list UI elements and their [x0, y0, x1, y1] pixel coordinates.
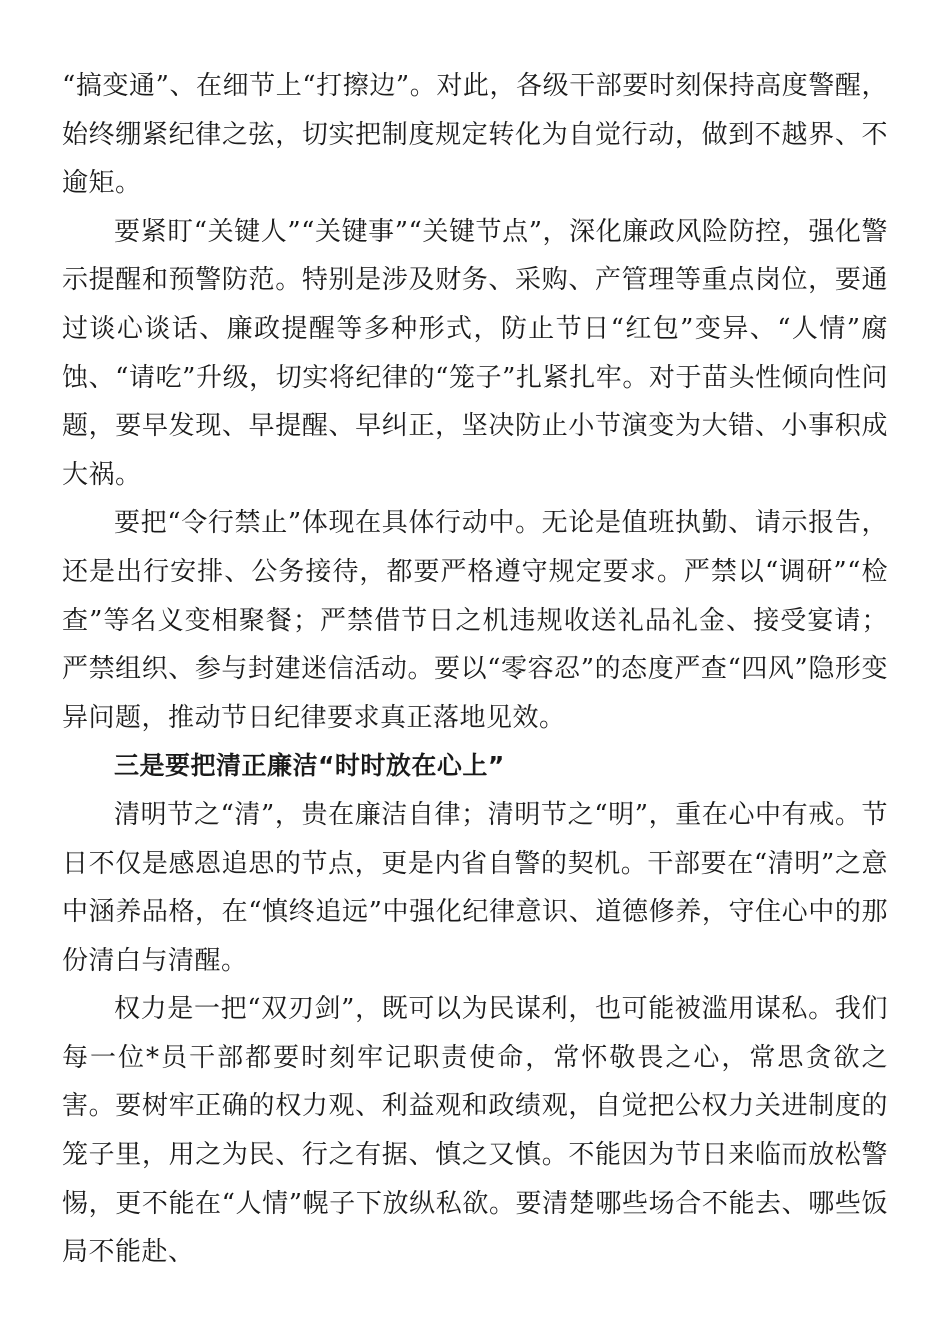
- body-paragraph: 权力是一把“双刃剑”，既可以为民谋利，也可能被滥用谋私。我们每一位*员干部都要时刻牢记职责使命，常怀敬畏之心，常思贪欲之害。要树牢正确的权力观、利益观和政绩观，自觉把公权力关进制度的笼子里，用之为民、行之有据、慎之又慎。不能因为节日来临而放松警惕，更不能在“人情”幌子下放纵私欲。要清楚哪些场合不能去、哪些饭局不能赴、: [62, 994, 888, 1268]
- document-page: [62, 62, 888, 1277]
- body-paragraph: 要把“令行禁止”体现在具体行动中。无论是值班执勤、请示报告，还是出行安排、公务接待，都要严格遵守规定要求。严禁以“调研”“检查”等名义变相聚餐；严禁借节日之机违规收送礼品礼金、接受宴请；严禁组织、参与封建迷信活动。要以“零容忍”的态度严查“四风”隐形变异问题，推动节日纪律要求真正落地见效。: [62, 508, 888, 733]
- body-paragraph: “搞变通”、在细节上“打擦边”。对此，各级干部要时刻保持高度警醒，始终绷紧纪律之弦，切实把制度规定转化为自觉行动，做到不越界、不逾矩。: [62, 71, 888, 199]
- section-heading: 三是要把清正廉洁“时时放在心上”: [114, 751, 505, 781]
- body-paragraph: 清明节之“清”，贵在廉洁自律；清明节之“明”，重在心中有戒。节日不仅是感恩追思的节点，更是内省自警的契机。干部要在“清明”之意中涵养品格，在“慎终追远”中强化纪律意识、道德修养，守住心中的那份清白与清醒。: [62, 799, 888, 976]
- body-paragraph: 要紧盯“关键人”“关键事”“关键节点”，深化廉政风险防控，强化警示提醒和预警防范。特别是涉及财务、采购、产管理等重点岗位，要通过谈心谈话、廉政提醒等多种形式，防止节日“红包”变异、“人情”腐蚀、“请吃”升级，切实将纪律的“笼子”扎紧扎牢。对于苗头性倾向性问题，要早发现、早提醒、早纠正，坚决防止小节演变为大错、小事积成大祸。: [62, 216, 888, 490]
